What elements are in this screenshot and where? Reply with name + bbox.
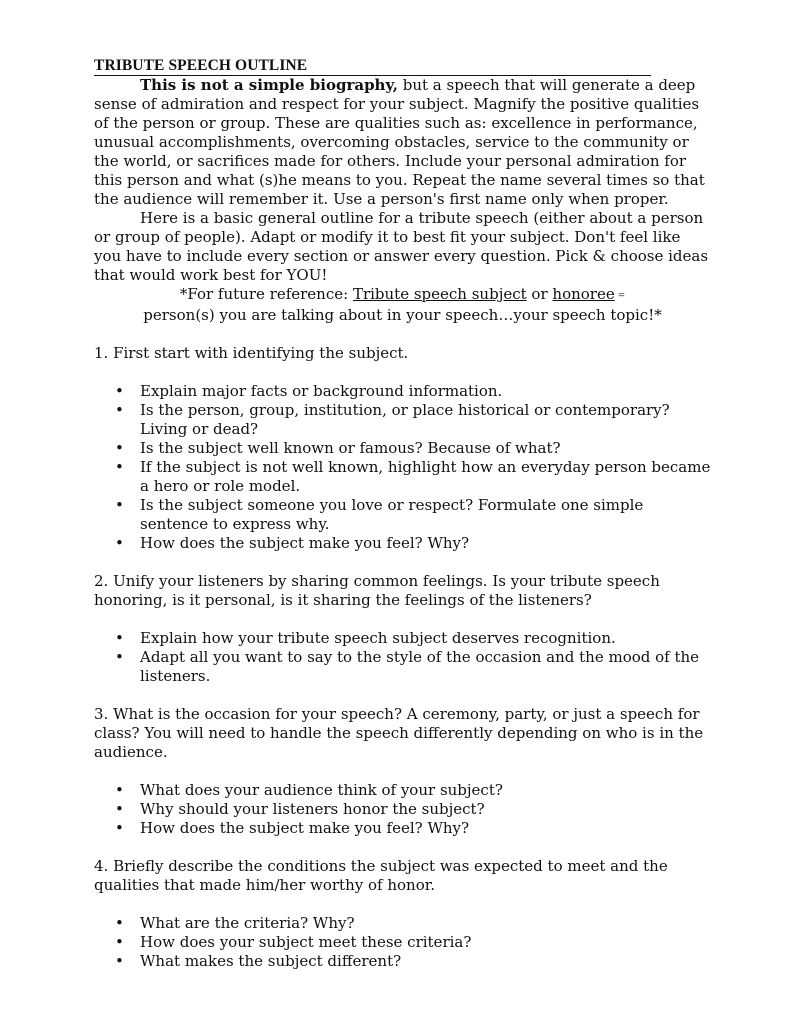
list-item: • What makes the subject different? [140,952,711,971]
section-4-bullets [94,914,711,971]
list-item: • Is the person, group, institution, or place historical or contemporary? Living or dead? [140,401,711,439]
list-item: • What are the criteria? Why? [140,914,711,933]
reference-term-honoree: honoree [552,285,615,303]
reference-term-subject: Tribute speech subject [352,285,527,303]
section-3-heading: 3. What is the occasion for your speech? A ceremony, party, or just a speech for class? You will need to handle the speech differently depending on who is in the audience. [94,705,704,761]
list-item: • Explain how your tribute speech subject deserves recognition. [140,629,711,648]
section-2-heading: 2. Unify your listeners by sharing common feelings. Is your tribute speech honoring, is it personal, is it sharing the feelings of the listeners? [94,572,660,609]
intro-lead-rest: but a speech that will generate a deep sense of admiration and respect for your subject. Magnify the positive qualities of the person or group. These are qualities such as: excellence in performance, unusual accomplishments, overcoming obstacles, service to the community or the world, or sacrifices made for others. Include your personal admiration for this person and what (s)he means to you. Repeat the name several times so that the audience will remember it. Use a person's first name only when proper. [94,76,705,208]
outline-paragraph: Here is a basic general outline for a tribute speech (either about a person or group of people). Adapt or modify it to best fit your subject. Don't feel like you have to include every section or answer every question. Pick & choose ideas that would work best for YOU! [94,209,709,284]
reference-line2: person(s) you are talking about in your speech…your speech topic!* [143,306,662,324]
list-item: • What does your audience think of your subject? [140,781,711,800]
intro-lead-bold: This is not a simple biography, [140,76,398,94]
list-item: • Adapt all you want to say to the style of the occasion and the mood of the listeners. [140,648,711,686]
reference-equals: = [614,291,626,301]
document-title: TRIBUTE SPEECH OUTLINE [94,57,651,76]
section-4-heading: 4. Briefly describe the conditions the subject was expected to meet and the qualities that made him/her worthy of honor. [94,857,668,894]
list-item: • Explain major facts or background information. [140,382,711,401]
list-item: • How does the subject make you feel? Why? [140,534,711,553]
section-2-bullets [94,629,711,686]
reference-note [94,285,711,325]
reference-joiner: or [526,285,553,303]
section-1-bullets [94,382,711,553]
list-item: • Why should your listeners honor the subject? [140,800,711,819]
list-item: • How does your subject meet these criteria? [140,933,711,952]
list-item: • How does the subject make you feel? Why? [140,819,711,838]
intro-paragraph [94,76,711,209]
list-item: • Is the subject well known or famous? Because of what? [140,439,711,458]
list-item: • If the subject is not well known, highlight how an everyday person became a hero or role model. [140,458,711,496]
reference-prefix: *For future reference: [179,285,353,303]
list-item: • Is the subject someone you love or respect? Formulate one simple sentence to express why. [140,496,711,534]
section-1-heading: 1. First start with identifying the subject. [94,344,409,362]
section-3-bullets [94,781,711,838]
